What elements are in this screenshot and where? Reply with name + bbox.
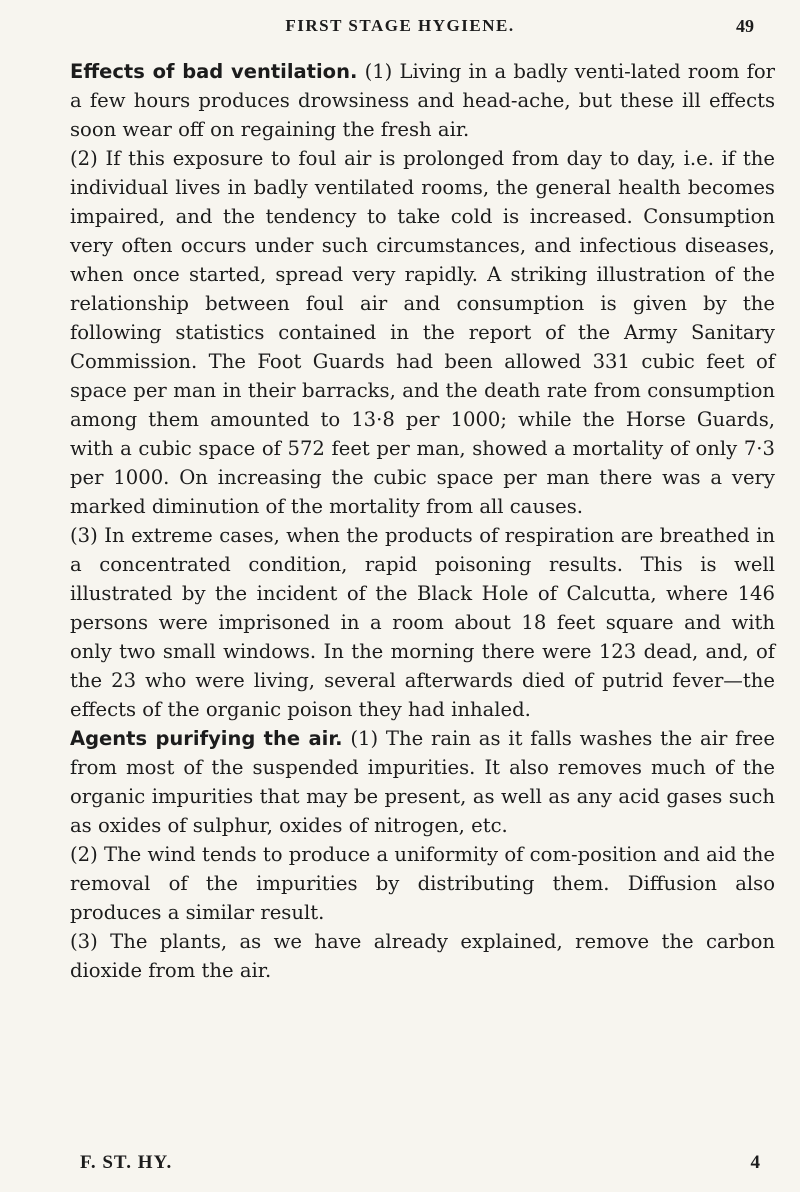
- paragraph: [70, 927, 775, 985]
- section-heading: Agents purifying the air.: [70, 727, 343, 750]
- paragraph: [70, 724, 775, 840]
- page-number: 49: [736, 16, 754, 36]
- body-text: [70, 57, 775, 985]
- paragraph-text: (3) In extreme cases, when the products of respiration are breathed in a concentrated condition, rapid poisoning results. This is well illustrated by the incident of the Black Hole of Calcutta, where 146 persons were imprisoned in a room about 18 feet square and with only two small windows. In the morning there were 123 dead, and, of the 23 who were living, several afterwards died of putrid fever—the effects of the organic poison they had inhaled.: [70, 524, 775, 721]
- paragraph-text: (1) Living in a badly venti-lated room for a few hours produces drowsiness and head-ache, but these ill effects soon wear off on regaining the fresh air.: [70, 60, 775, 141]
- paragraph: [70, 144, 775, 521]
- page-footer: [80, 1152, 760, 1178]
- paragraph: [70, 521, 775, 724]
- signature-mark: F. ST. HY.: [80, 1152, 173, 1173]
- sheet-number: 4: [750, 1152, 760, 1173]
- paragraph-text: (1) The rain as it falls washes the air free from most of the suspended impurities. It also removes much of the organic impurities that may be present, as well as any acid gases such as oxides of sulphur, oxides of nitrogen, etc.: [70, 727, 775, 837]
- paragraph: [70, 57, 775, 144]
- paragraph: [70, 840, 775, 927]
- section-heading: Effects of bad ventilation.: [70, 60, 358, 83]
- paragraph-text: (2) If this exposure to foul air is prolonged from day to day, i.e. if the individual lives in badly ventilated rooms, the general health becomes impaired, and the tendency to take cold is increased. Consumption very often occurs under such circumstances, and infectious diseases, when once started, spread very rapidly. A striking illustration of the relationship between foul air and consumption is given by the following statistics contained in the report of the Army Sanitary Commission. The Foot Guards had been allowed 331 cubic feet of space per man in their barracks, and the death rate from consumption among them amounted to 13·8 per 1000; while the Horse Guards, with a cubic space of 572 feet per man, showed a mortality of only 7·3 per 1000. On increasing the cubic space per man there was a very marked diminution of the mortality from all causes.: [70, 147, 775, 518]
- paragraph-text: (2) The wind tends to produce a uniformity of com-position and aid the removal of the impurities by distributing them. Diffusion also produces a similar result.: [70, 843, 775, 924]
- running-head: [0, 16, 800, 42]
- paragraph-text: (3) The plants, as we have already explained, remove the carbon dioxide from the air.: [70, 930, 775, 982]
- running-title: FIRST STAGE HYGIENE.: [285, 16, 515, 35]
